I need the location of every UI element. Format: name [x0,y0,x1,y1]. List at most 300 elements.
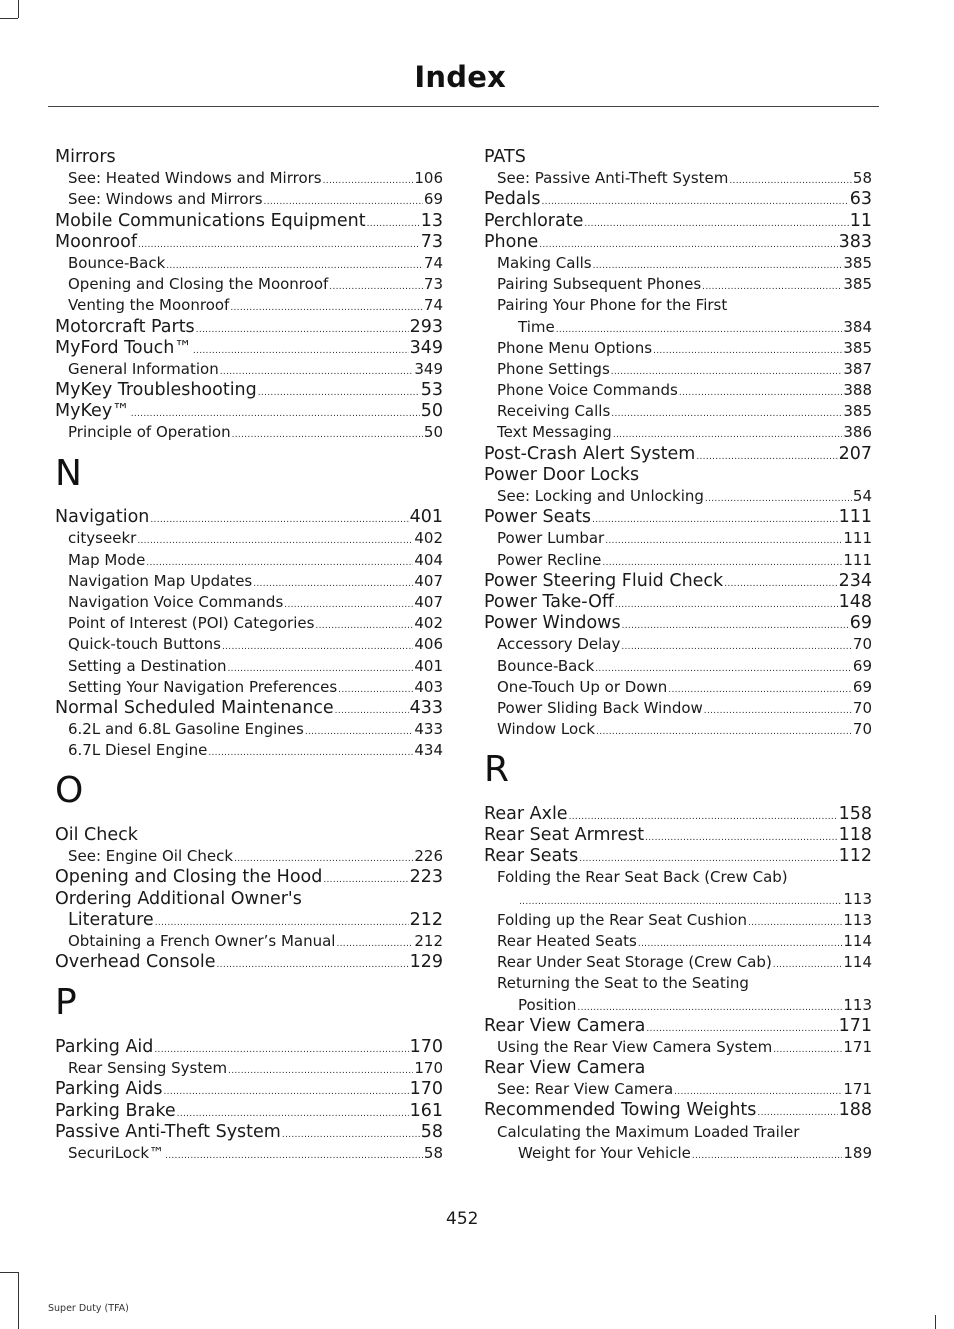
entry-text: Parking Aid [55,1036,154,1057]
entry-text: Folding the Rear Seat Back (Crew Cab) [497,868,788,887]
index-subentry [55,422,443,443]
entry-page: 112 [838,846,872,867]
index-entry [55,698,443,719]
entry-page: 113 [843,889,872,908]
index-subentry [484,1037,872,1058]
entry-page: 384 [843,317,872,336]
entry-page: 385 [843,338,872,357]
index-entry [484,1100,872,1121]
entry-text: Window Lock [497,720,596,739]
index-entry [484,189,872,210]
index-subentry [484,338,872,359]
dot-leader [329,277,423,298]
dot-leader [584,214,848,235]
entry-text: Accessory Delay [497,635,621,654]
entry-page: 402 [414,529,443,548]
index-entry [484,592,872,613]
entry-text: Returning the Seat to the Seating [497,974,749,993]
entry-page: 106 [414,169,443,188]
index-subentry [55,253,443,274]
index-subentry [55,274,443,295]
entry-text: Quick-touch Buttons [68,635,221,654]
dot-leader [315,616,413,637]
entry-text: Time [518,317,555,336]
entry-page: 58 [423,1143,443,1162]
index-entry [55,147,443,168]
index-subentry [55,1058,443,1079]
index-subentry [484,295,872,316]
dot-leader [217,955,409,976]
index-subentry [484,401,872,422]
dot-leader [705,489,852,510]
crop-mark [935,1315,936,1329]
entry-page: 53 [420,380,443,401]
entry-text: Rear View Camera [484,1058,646,1079]
entry-text: 6.7L Diesel Engine [68,741,208,760]
dot-leader [692,1146,843,1167]
index-entry [55,401,443,422]
dot-leader [611,404,842,425]
entry-text: Recommended Towing Weights [484,1100,757,1121]
entry-text: SecuriLock™ [68,1143,165,1162]
index-subentry [484,634,872,655]
index-subentry [55,359,443,380]
entry-page: 13 [420,210,443,231]
index-entry [484,804,872,825]
entry-page: 385 [843,253,872,272]
index-entry [55,952,443,973]
index-subentry [55,846,443,867]
index-entry [55,1101,443,1122]
crop-mark [18,0,19,18]
index-subentry [55,740,443,761]
dot-leader [336,934,413,955]
index-subentry [484,889,872,910]
index-subentry [55,931,443,952]
entry-text: Oil Check [55,825,138,846]
dot-leader [335,701,409,722]
index-column-right [484,147,872,1164]
entry-text: Perchlorate [484,210,584,231]
entry-text: Bounce-Back [68,253,166,272]
dot-leader [282,1125,420,1146]
entry-text: Text Messaging [497,423,612,442]
index-subentry [484,168,872,189]
entry-page: 70 [852,720,872,739]
entry-text: Parking Brake [55,1100,176,1121]
entry-text: Making Calls [497,253,592,272]
index-entry [55,211,443,232]
entry-page: 63 [849,189,872,210]
entry-page: 111 [843,550,872,569]
index-entry [484,825,872,846]
entry-page: 170 [409,1079,443,1100]
entry-text: Folding up the Rear Seat Cushion [497,910,747,929]
dot-leader [193,341,409,362]
dot-leader [230,298,423,319]
index-subentry [484,973,872,994]
dot-leader [592,510,838,531]
index-subentry [484,910,872,931]
page-title: Index [414,60,506,94]
entry-text: Power Recline [497,550,602,569]
index-entry [55,1122,443,1143]
entry-page: 212 [414,932,443,950]
crop-mark [18,1272,19,1329]
entry-text: Phone [484,231,539,252]
entry-text: Bounce-Back [497,656,595,675]
entry-text: Parking Aids [55,1079,163,1100]
index-subentry [55,528,443,549]
entry-page: 69 [423,190,443,209]
entry-page: 406 [414,635,443,654]
entry-text: cityseekr [68,529,137,548]
entry-text: Rear Sensing System [68,1059,228,1078]
index-subentry [484,952,872,973]
entry-text: Mobile Communications Equipment [55,210,366,231]
entry-text: Opening and Closing the Moonroof [68,275,329,294]
entry-text: Moonroof [55,231,137,252]
footer-label: Super Duty (TFA) [48,1303,129,1314]
entry-text: Setting Your Navigation Preferences [68,677,338,696]
entry-text: Point of Interest (POI) Categories [68,614,315,633]
entry-text: Venting the Moonroof [68,296,230,315]
entry-text: Phone Settings [497,359,610,378]
crop-mark [0,1272,18,1273]
entry-page: 58 [852,169,872,188]
index-subentry [484,1143,872,1164]
entry-text: Power Lumbar [497,529,605,548]
entry-text: PATS [484,147,526,167]
entry-page: 11 [849,210,872,231]
dot-leader [596,722,852,743]
entry-page: 170 [409,1036,443,1057]
index-entry [484,147,872,168]
dot-leader [138,235,420,256]
entry-page: 111 [843,529,872,548]
entry-page: 111 [838,507,872,528]
entry-page: 349 [414,359,443,378]
index-subentry [484,931,872,952]
entry-text: Rear Under Seat Storage (Crew Cab) [497,953,772,972]
index-subentry [55,719,443,740]
dot-leader [704,701,852,722]
index-subentry [484,486,872,507]
dot-leader [773,955,843,976]
index-subentry [484,1122,872,1143]
index-subentry [55,592,443,613]
entry-page: 404 [414,550,443,569]
entry-page: 113 [843,910,872,929]
entry-text: Phone Voice Commands [497,381,678,400]
entry-page: 293 [409,316,443,337]
entry-text: See: Heated Windows and Mirrors [68,169,322,188]
index-entry [55,867,443,888]
dot-leader [615,595,838,616]
dot-leader [196,320,409,341]
dot-leader [773,1040,842,1061]
entry-page: 171 [843,1080,872,1099]
index-entry [55,338,443,359]
index-subentry [55,550,443,571]
entry-text: Weight for Your Vehicle [518,1143,691,1162]
entry-text: Phone Menu Options [497,338,653,357]
index-subentry [484,1079,872,1100]
index-subentry [484,867,872,888]
index-entry [484,507,872,528]
entry-text: Rear Seats [484,846,579,867]
index-subentry [484,698,872,719]
entry-text: MyFord Touch™ [55,337,192,358]
entry-text: Receiving Calls [497,402,611,421]
index-entry [484,613,872,634]
index-subentry [484,380,872,401]
dot-leader [258,383,420,404]
entry-text: Using the Rear View Camera System [497,1037,773,1056]
entry-page: 58 [420,1121,443,1142]
dot-leader [724,574,837,595]
entry-page: 402 [414,614,443,633]
entry-text: Navigation Map Updates [68,571,253,590]
entry-page: 401 [409,507,443,528]
entry-text: MyKey™ [55,401,130,422]
index-subentry [484,422,872,443]
index-entry [55,910,443,931]
index-entry [55,380,443,401]
entry-page: 50 [420,401,443,422]
index-entry [55,1079,443,1100]
index-subentry [55,656,443,677]
entry-page: 114 [843,931,872,950]
entry-page: 385 [843,275,872,294]
entry-text: Rear View Camera [484,1015,646,1036]
entry-page: 401 [414,656,443,675]
section-letter: P [55,982,77,1024]
dot-leader [323,171,414,192]
dot-leader [208,743,413,764]
entry-page: 433 [409,697,443,718]
index-subentry [484,253,872,274]
entry-text: See: Rear View Camera [497,1080,674,1099]
entry-page: 54 [852,487,872,505]
index-subentry [484,317,872,338]
index-subentry [55,295,443,316]
entry-page: 69 [852,677,872,696]
index-entry [484,571,872,592]
entry-text: Setting a Destination [68,656,227,675]
index-entry [484,211,872,232]
section-letter: R [484,749,510,791]
entry-text: See: Locking and Unlocking [497,487,704,505]
entry-text: Rear Heated Seats [497,931,637,950]
index-subentry [484,528,872,549]
index-entry [484,232,872,253]
entry-text: Pedals [484,189,541,210]
entry-page: 129 [409,952,443,973]
dot-leader [164,1082,409,1103]
dot-leader [645,828,837,849]
entry-text: See: Windows and Mirrors [68,190,263,209]
page-number: 452 [446,1209,479,1229]
index-subentry [55,1143,443,1164]
index-subentry [55,634,443,655]
dot-leader [228,1061,413,1082]
entry-text: General Information [68,359,219,378]
entry-text: Rear Axle [484,803,568,824]
entry-page: 433 [414,720,443,739]
dot-leader [621,637,852,658]
dot-leader [653,341,842,362]
crop-mark [0,18,18,19]
dot-leader [748,913,842,934]
index-subentry [55,571,443,592]
index-subentry [484,359,872,380]
entry-text: Power Steering Fluid Check [484,570,724,591]
entry-page: 234 [838,570,872,591]
dot-leader [679,383,843,404]
entry-page: 223 [409,867,443,888]
entry-page: 388 [843,381,872,400]
dot-leader [729,171,852,192]
entry-text: Navigation Voice Commands [68,592,284,611]
entry-page: 73 [420,231,443,252]
dot-leader [165,1146,423,1167]
entry-page: 69 [849,613,872,634]
index-subentry [484,550,872,571]
entry-page: 207 [838,443,872,464]
dot-leader [605,531,842,552]
entry-text: Literature [68,909,154,930]
entry-text: Pairing Your Phone for the First [497,296,728,315]
entry-text: Power Windows [484,613,621,634]
entry-page: 434 [414,741,443,760]
entry-page: 73 [423,275,443,294]
entry-text: Normal Scheduled Maintenance [55,697,334,718]
index-entry [55,317,443,338]
dot-leader [232,425,423,446]
index-entry [55,232,443,253]
entry-text: Overhead Console [55,952,216,973]
index-entry [484,1058,872,1079]
dot-leader [696,447,837,468]
index-subentry [55,613,443,634]
entry-page: 118 [838,825,872,846]
dot-leader [323,870,408,891]
entry-text: Power Sliding Back Window [497,698,703,717]
section-letter: O [55,770,84,812]
entry-text: One-Touch Up or Down [497,677,668,696]
dot-leader [137,531,413,552]
entry-text: Power Seats [484,507,592,528]
index-column-left [55,147,443,1164]
entry-page: 387 [843,359,872,378]
entry-page: 407 [414,592,443,611]
entry-text: 6.2L and 6.8L Gasoline Engines [68,720,304,739]
entry-text: Ordering Additional Owner's [55,888,302,909]
entry-text: Opening and Closing the Hood [55,867,323,888]
entry-text: Mirrors [55,147,116,167]
index-subentry [55,677,443,698]
index-subentry [55,189,443,210]
entry-page: 113 [843,995,872,1014]
index-entry [484,846,872,867]
dot-leader [338,680,413,701]
entry-page: 385 [843,402,872,421]
index-subentry [484,274,872,295]
index-subentry [484,656,872,677]
index-entry [484,1016,872,1037]
entry-page: 407 [414,571,443,590]
index-subentry [484,995,872,1016]
entry-page: 70 [852,698,872,717]
entry-text: Principle of Operation [68,423,231,442]
entry-text: Passive Anti-Theft System [55,1121,281,1142]
entry-text: Motorcraft Parts [55,316,195,337]
entry-text: Power Take-Off [484,591,614,612]
entry-page: 74 [423,296,443,315]
index-entry [55,507,443,528]
entry-page: 70 [852,635,872,654]
index-entry [55,1037,443,1058]
entry-page: 170 [414,1059,443,1078]
entry-page: 158 [838,803,872,824]
entry-text: Calculating the Maximum Loaded Trailer [497,1122,800,1141]
entry-page: 189 [843,1143,872,1162]
dot-leader [150,510,408,531]
entry-text: See: Engine Oil Check [68,847,234,866]
entry-text: MyKey Troubleshooting [55,380,257,401]
entry-page: 188 [838,1100,872,1121]
dot-leader [542,192,849,213]
entry-page: 383 [838,231,872,252]
entry-page: 171 [838,1015,872,1036]
section-letter: N [55,452,82,494]
index-entry [484,444,872,465]
index-entry [484,465,872,486]
entry-text: Power Door Locks [484,464,640,485]
index-subentry [55,168,443,189]
entry-page: 212 [409,909,443,930]
entry-text: Obtaining a French Owner’s Manual [68,932,336,950]
entry-page: 50 [423,423,443,442]
index-entry [55,825,443,846]
index-subentry [484,677,872,698]
entry-text: Post-Crash Alert System [484,443,696,464]
entry-page: 403 [414,677,443,696]
entry-text: See: Passive Anti-Theft System [497,169,729,188]
entry-text: Pairing Subsequent Phones [497,275,702,294]
dot-leader [222,637,413,658]
entry-page: 386 [843,423,872,442]
dot-leader [367,214,420,235]
index-subentry [484,719,872,740]
entry-page: 148 [838,591,872,612]
entry-text: Navigation [55,507,150,528]
entry-page: 161 [409,1100,443,1121]
entry-text: Position [518,995,577,1014]
dot-leader [622,616,849,637]
dot-leader [305,722,414,743]
header-rule [48,106,879,107]
entry-text: Rear Seat Armrest [484,825,645,846]
entry-page: 74 [423,253,443,272]
index-entry [55,889,443,910]
entry-text: Map Mode [68,550,146,569]
entry-page: 114 [843,953,872,972]
entry-page: 69 [852,656,872,675]
entry-page: 349 [409,337,443,358]
entry-page: 171 [843,1037,872,1056]
